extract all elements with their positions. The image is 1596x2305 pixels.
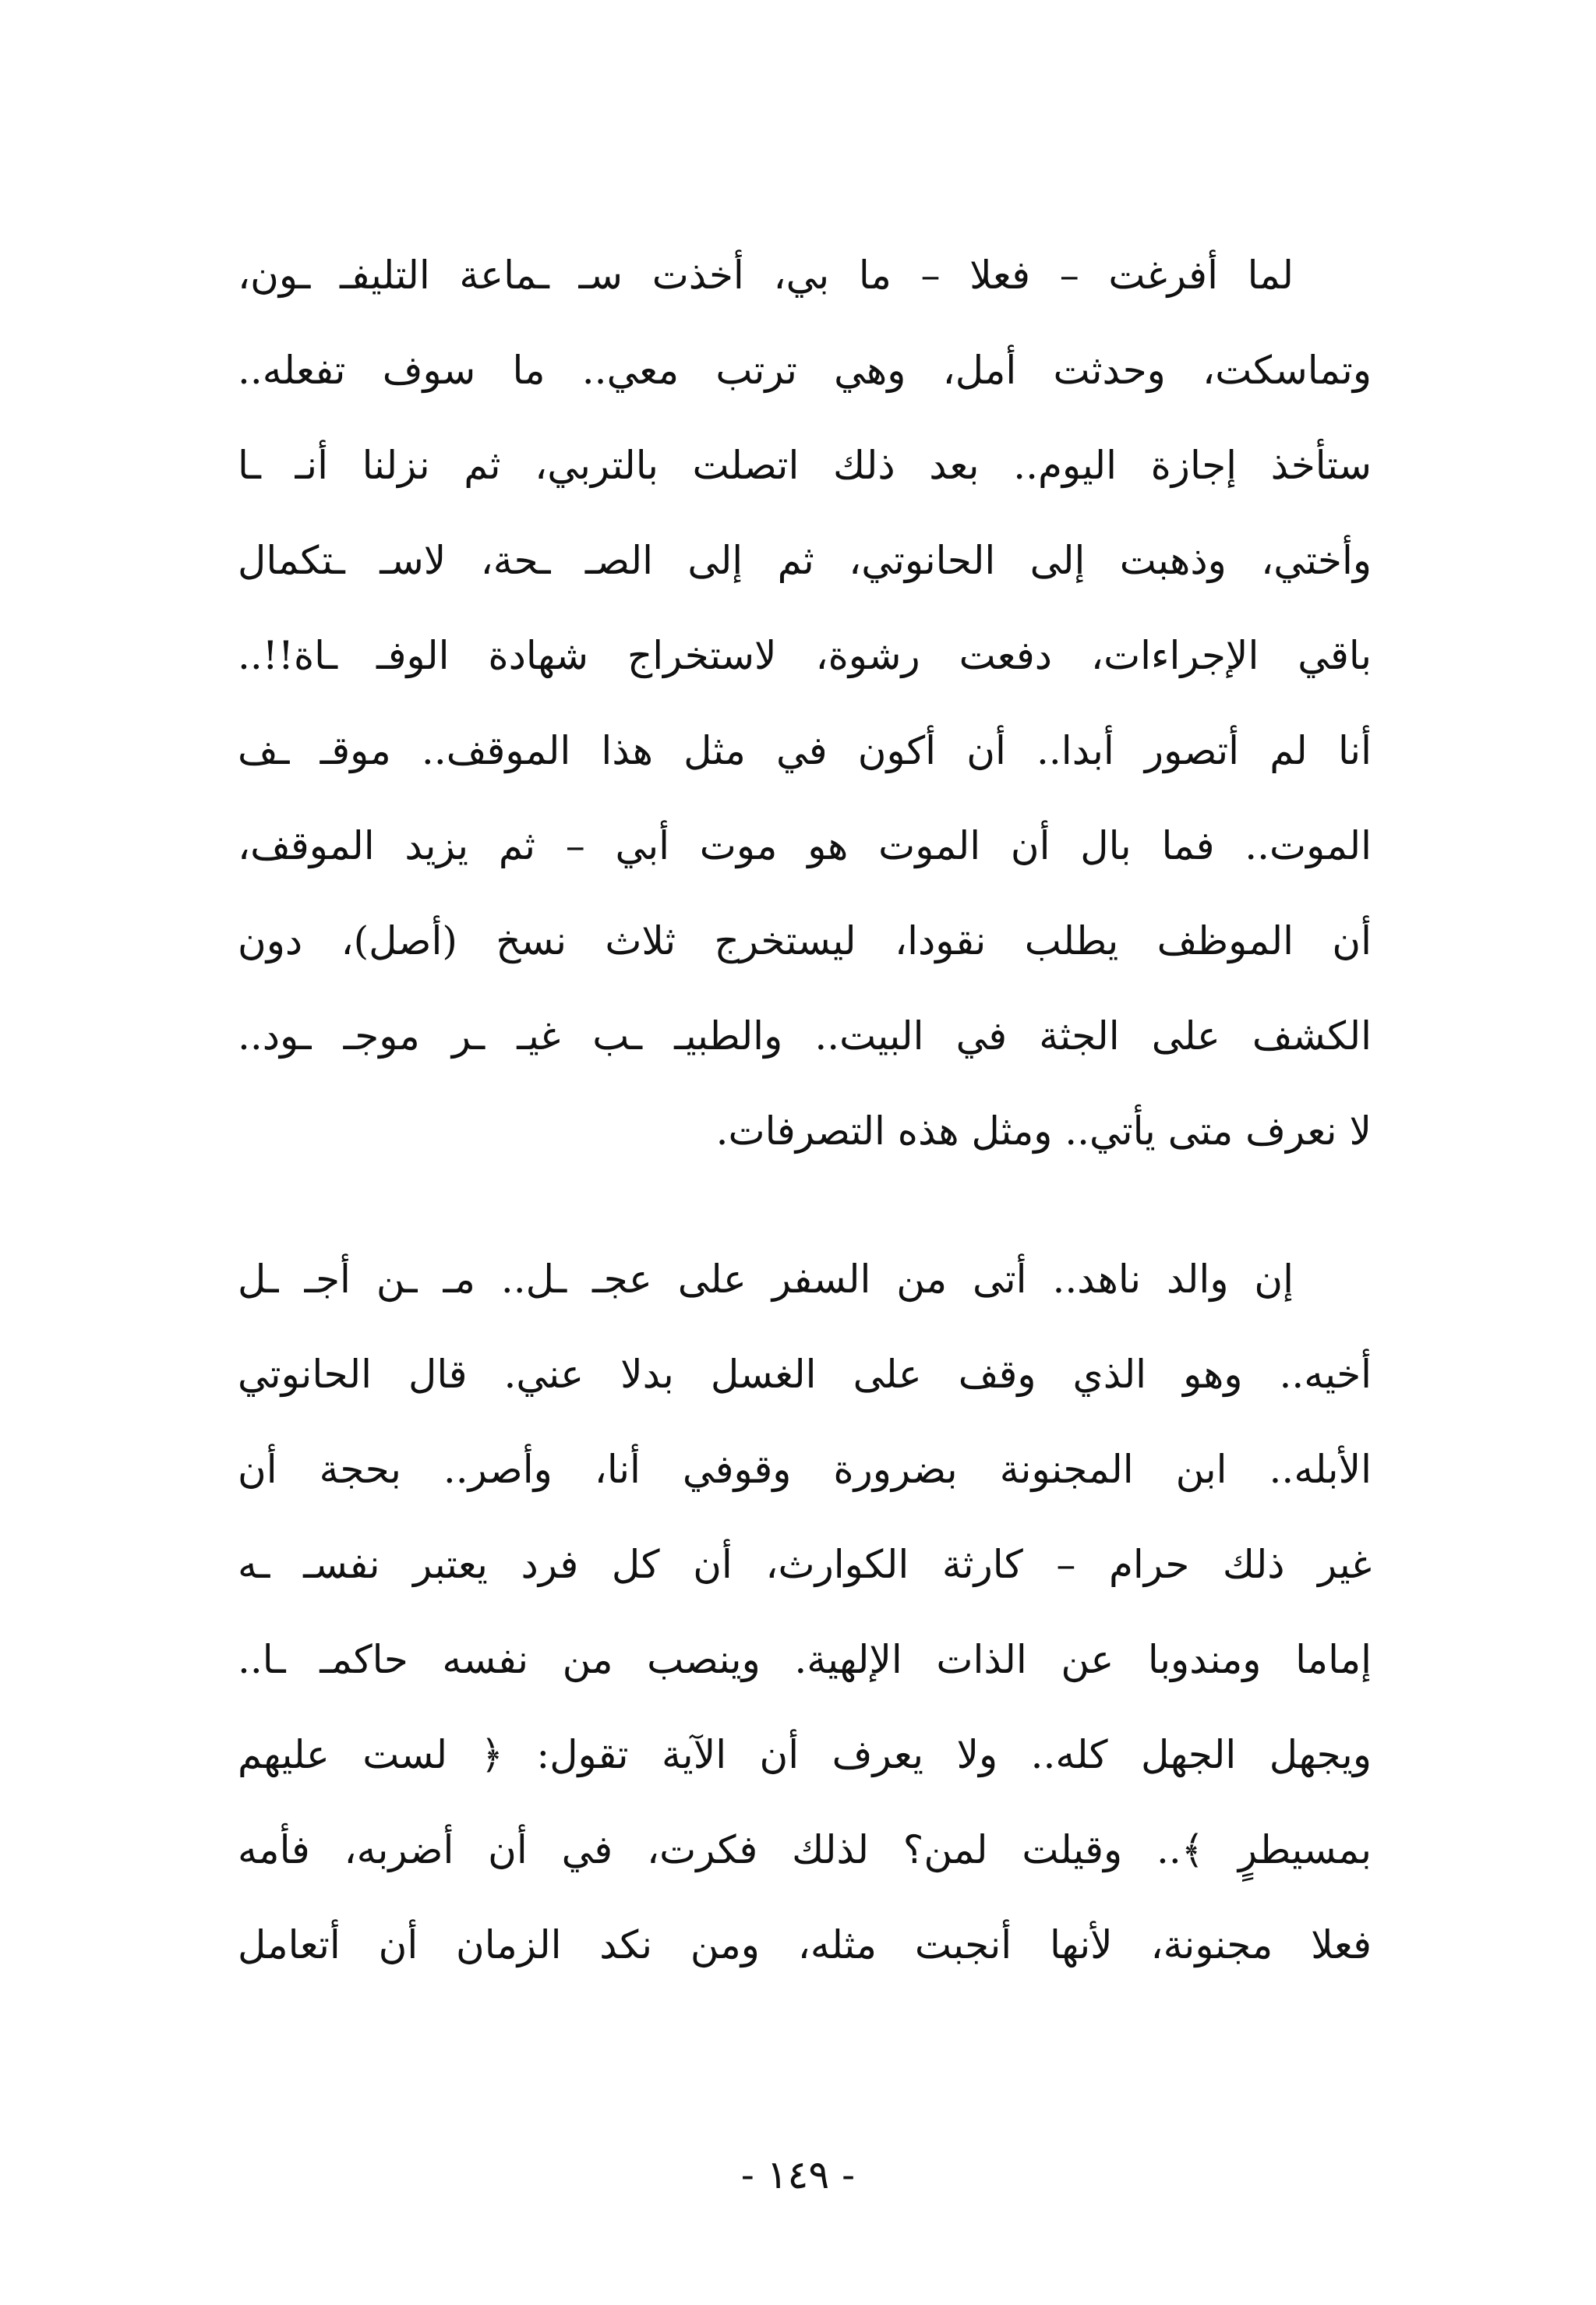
text-line: ويجهل الجهل كله.. ولا يعرف أن الآية تقول: ﴿ لست عليهم: [238, 1732, 1372, 1777]
text-line: أنا لم أتصور أبدا.. أن أكون في مثل هذا الموقف.. موقـ ـف: [238, 728, 1372, 773]
text-line: بمسيطرٍ ﴾.. وقيلت لمن؟ لذلك فكرت، في أن أضربه، فأمه: [238, 1827, 1372, 1872]
text-line: وتماسكت، وحدثت أمل، وهي ترتب معي.. ما سوف تفعله..: [238, 348, 1372, 393]
text-line: لا نعرف متى يأتي.. ومثل هذه التصرفات.: [715, 1108, 1372, 1154]
text-line: الموت.. فما بال أن الموت هو موت أبي – ثم يزيد الموقف،: [238, 823, 1372, 868]
text-line: ستأخذ إجازة اليوم.. بعد ذلك اتصلت بالتربي، ثم نزلنا أنـ ـا: [238, 443, 1372, 488]
paragraph-1: [238, 228, 1372, 1179]
text-line: الكشف على الجثة في البيت.. والطبيـ ـب غيـ ـر موجـ ـود..: [238, 1013, 1372, 1059]
text-line: باقي الإجراءات، دفعت رشوة، لاستخراج شهادة الوفـ ـاة!!..: [238, 633, 1372, 678]
text-line: إن والد ناهد.. أتى من السفر على عجـ ـل.. مـ ـن أجـ ـل: [238, 1257, 1294, 1302]
paragraph-2: [238, 1232, 1372, 1992]
text-line: أخيه.. وهو الذي وقف على الغسل بدلا عني. قال الحانوتي: [238, 1352, 1372, 1397]
text-line: الأبله.. ابن المجنونة بضرورة وقوفي أنا، وأصر.. بحجة أن: [238, 1447, 1372, 1492]
text-line: غير ذلك حرام – كارثة الكوارث، أن كل فرد يعتبر نفسـ ـه: [238, 1542, 1372, 1587]
text-line: أن الموظف يطلب نقودا، ليستخرج ثلاث نسخ (أصل)، دون: [238, 918, 1372, 963]
text-line: وأختي، وذهبت إلى الحانوتي، ثم إلى الصـ ـحة، لاسـ ـتكمال: [238, 538, 1372, 583]
text-line: فعلا مجنونة، لأنها أنجبت مثله، ومن نكد الزمان أن أتعامل: [238, 1922, 1372, 1967]
page-number: - ١٤٩ -: [740, 2152, 856, 2197]
text-line: إماما ومندوبا عن الذات الإلهية. وينصب من نفسه حاكمـ ـا..: [238, 1637, 1372, 1682]
text-line: لما أفرغت – فعلا – ما بي، أخذت سـ ـماعة التليفـ ـون،: [238, 253, 1294, 298]
